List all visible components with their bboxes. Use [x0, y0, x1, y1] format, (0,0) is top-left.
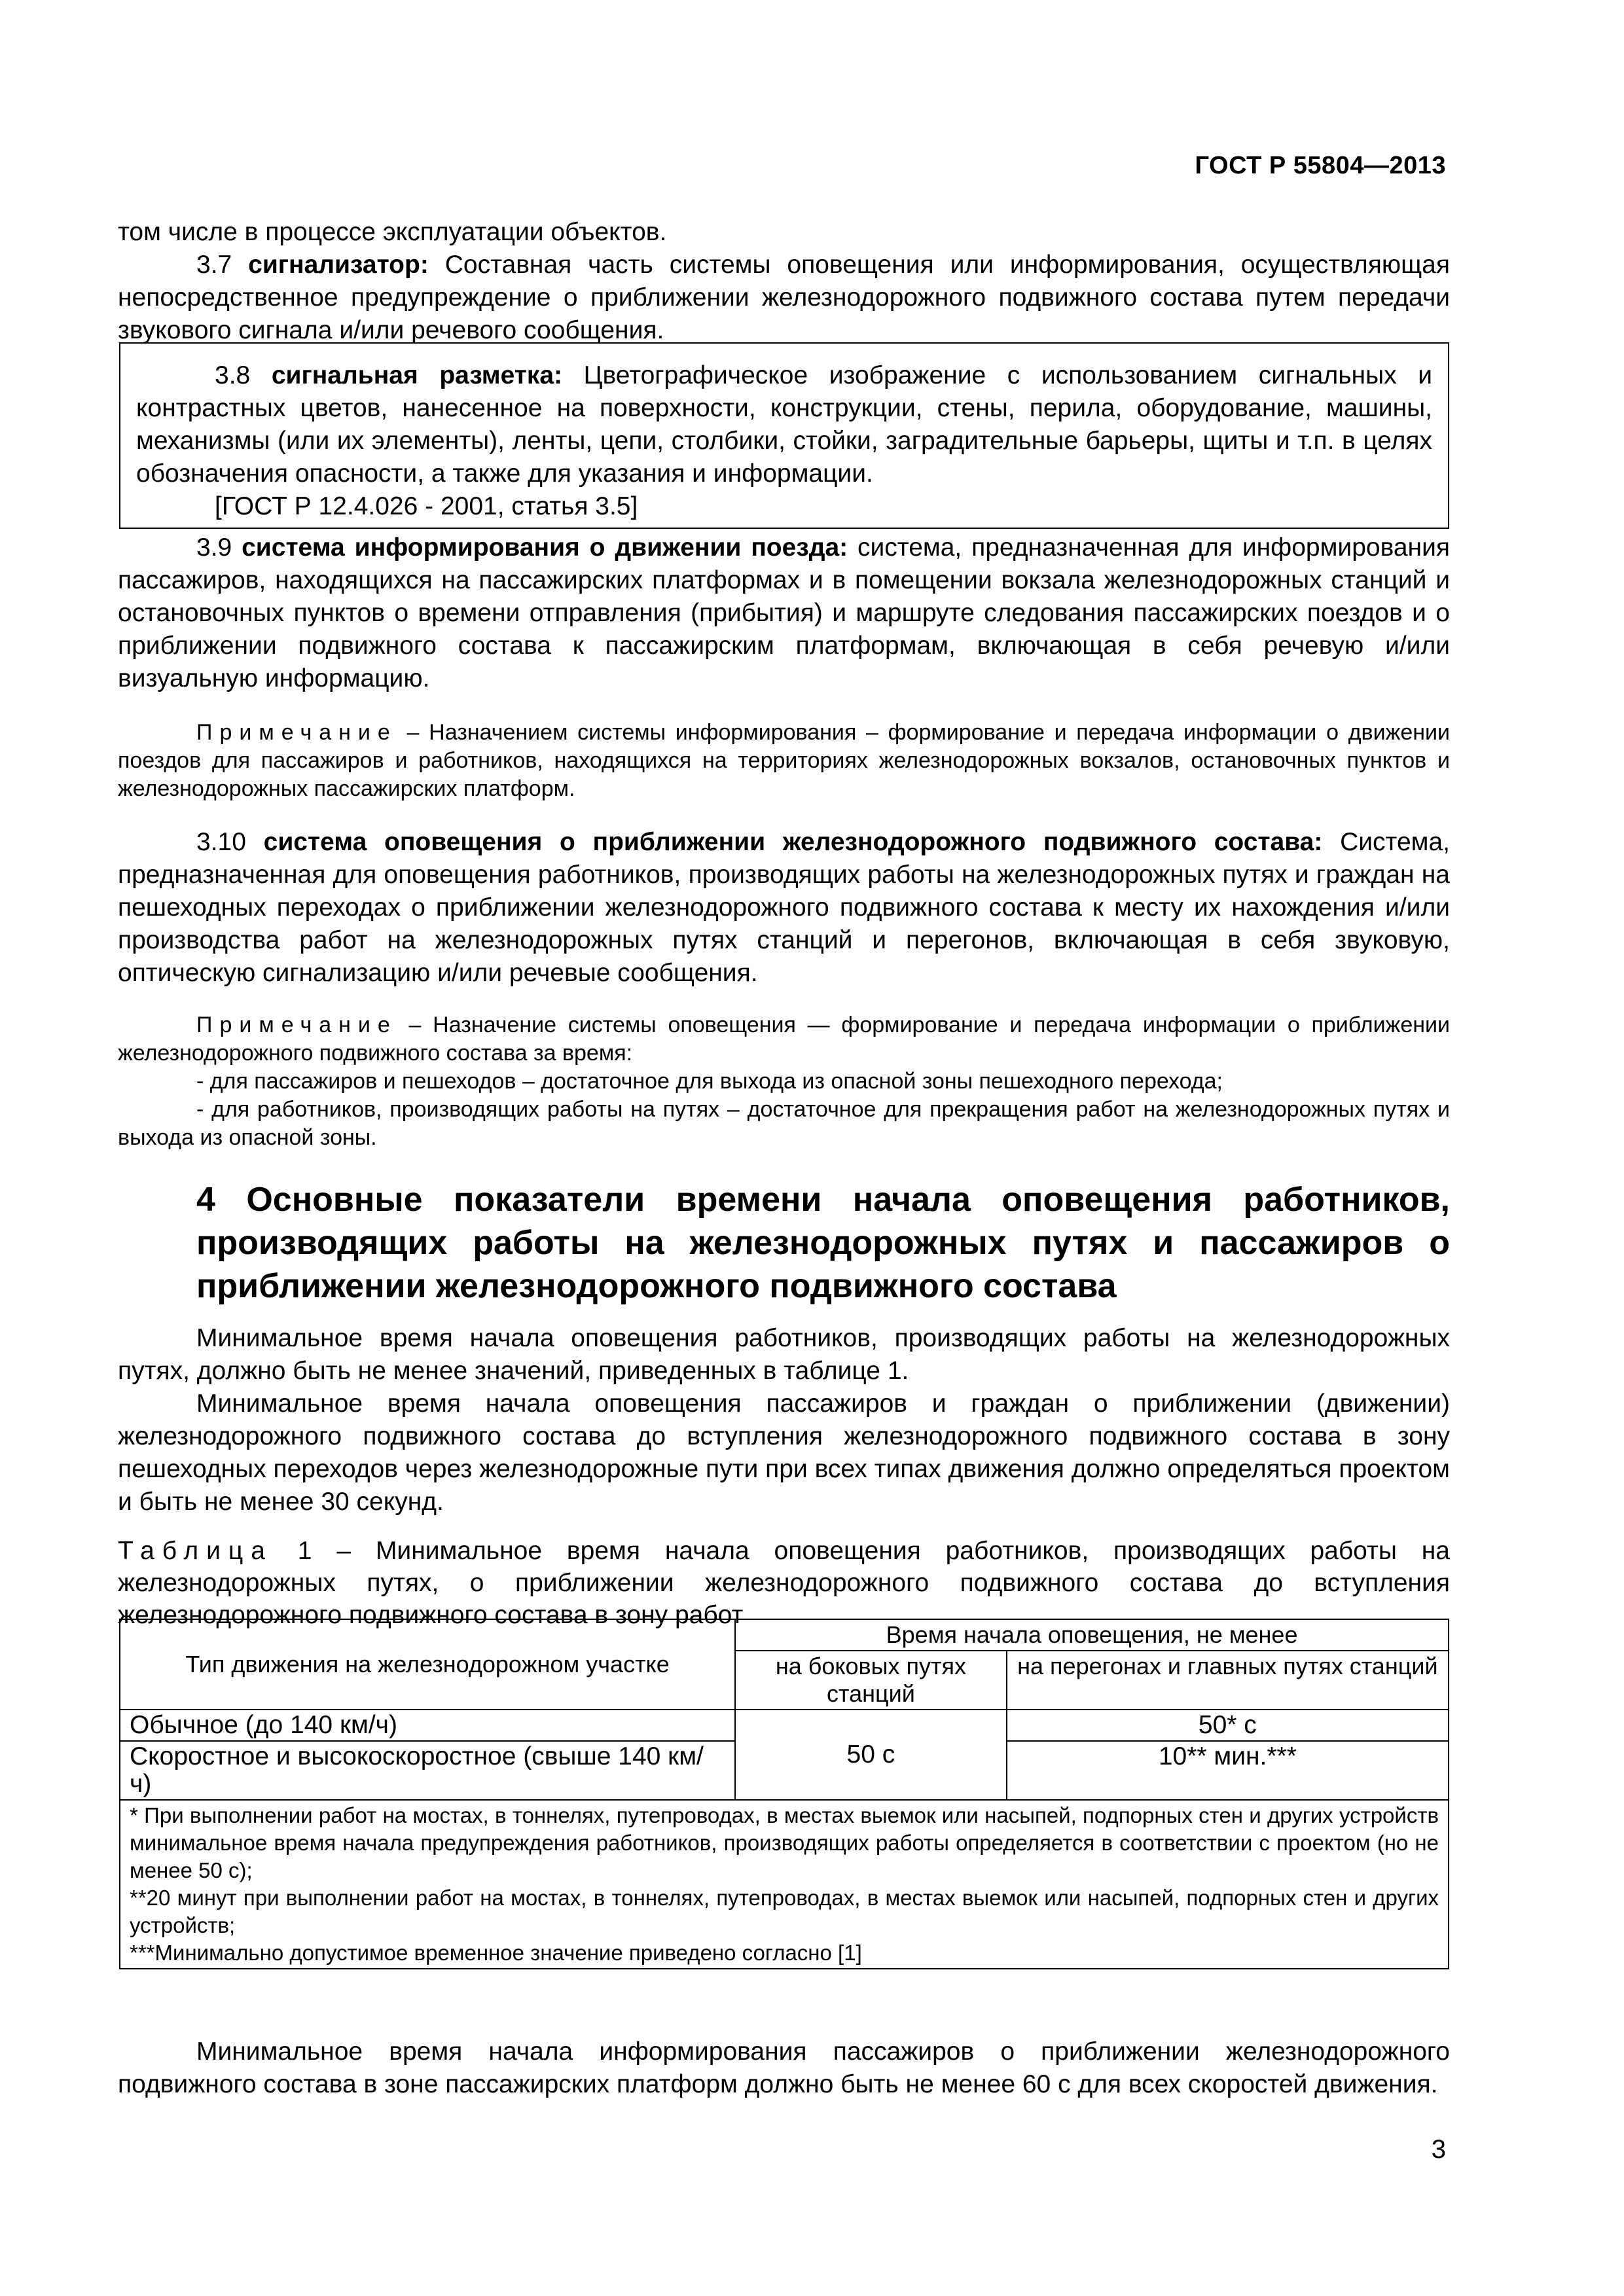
definition-3-8	[136, 359, 1432, 490]
note-label: Примечание	[196, 1013, 397, 1037]
definition-text: Система, предназначенная для оповещения работников, производящих работы на железнодорожных путях и граждан на пешеходных переходах о приближении железнодорожного подвижного состава к месту их нахождения и/или производства работ на железнодорожных путях станций и перегонов, включающая в себя звуковую, оптическую сигнализацию и/или речевые сообщения.	[118, 828, 1450, 987]
note-list-item: - для пассажиров и пешеходов – достаточное для выхода из опасной зоны пешеходного перехода;	[196, 1069, 1223, 1094]
table-label: Таблица	[118, 1537, 273, 1565]
section-4-paragraph-1: Минимальное время начала оповещения работников, производящих работы на железнодорожных путях, должно быть не менее значений, приведенных в таблице 1.	[118, 1324, 1450, 1385]
table-footnotes-row	[120, 1800, 1449, 1969]
section-4-body	[118, 1322, 1450, 1518]
column-header-group: Время начала оповещения, не менее	[735, 1619, 1449, 1651]
column-header-type: Тип движения на железнодорожном участке	[120, 1619, 735, 1710]
table-row	[120, 1710, 1449, 1741]
definition-term: система информирования о движении поезда:	[242, 533, 848, 562]
footnote: ***Минимально допустимое временное значение приведено согласно [1]	[130, 1941, 862, 1965]
section-4-final	[118, 2036, 1450, 2101]
table-footnotes	[120, 1800, 1449, 1969]
footnote: * При выполнении работ на мостах, в тоннелях, путепроводах, в местах выемок или насыпей, подпорных стен и других устройств минимальное время начала предупреждения работников, производящих работы определяется в соответствии с проектом (но не менее 50 с);	[130, 1803, 1439, 1882]
definition-3-8-box	[119, 342, 1449, 529]
definition-3-10	[118, 826, 1450, 990]
section-4-heading: 4 Основные показатели времени начала оповещения работников, производящих работы на железнодорожных путях и пассажиров о приближении железнодорожного подвижного состава	[196, 1181, 1450, 1305]
definition-3-7	[118, 249, 1450, 347]
definition-number: 3.8	[215, 361, 272, 389]
table-1	[119, 1619, 1449, 1969]
definition-reference: [ГОСТ Р 12.4.026 - 2001, статья 3.5]	[215, 492, 638, 520]
intro-paragraph: том числе в процессе эксплуатации объектов.	[118, 218, 667, 246]
table-caption-text: 1 – Минимальное время начала оповещения работников, производящих работы на железнодорожных путях, о приближении железнодорожного подвижного состава до вступления железнодорожного подвижного состава в зону работ	[118, 1537, 1450, 1629]
definition-term: система оповещения о приближении железнодорожного подвижного состава:	[263, 828, 1323, 856]
definition-text: Составная часть системы оповещения или информирования, осуществляющая непосредственное предупреждение о приближении железнодорожного подвижного состава путем передачи звукового сигнала и/или речевого сообщения.	[118, 251, 1450, 344]
note-list-item: - для работников, производящих работы на путях – достаточное для прекращения работ на железнодорожных путях и выхода из опасной зоны.	[118, 1097, 1450, 1150]
section-4-paragraph-2: Минимальное время начала оповещения пассажиров и граждан о приближении (движении) железнодорожного подвижного состава до вступления железнодорожного подвижного состава в зону пешеходных переходов через железнодорожные пути при всех типах движения должно определяться проектом и быть не менее 30 секунд.	[118, 1390, 1450, 1516]
page-number: 3	[1431, 2135, 1446, 2164]
definition-text: система, предназначенная для информирования пассажиров, находящихся на пассажирских платформах и в помещении вокзала железнодорожных станций и остановочных пунктов о времени отправления (прибытия) и маршруте следования пассажирских поездов и о приближении подвижного состава к пассажирским платформам, включающая в себя речевую и/или визуальную информацию.	[118, 533, 1450, 692]
table-header-row	[120, 1619, 1449, 1651]
note-2-block	[118, 1011, 1450, 1152]
definition-number: 3.9	[196, 533, 242, 562]
note-2	[118, 1011, 1450, 1067]
definition-text: Цветографическое изображение с использованием сигнальных и контрастных цветов, нанесенное на поверхности, конструкции, стены, перила, оборудование, машины, механизмы (или их элементы), ленты, цепи, столбики, стойки, заградительные барьеры, щиты и т.п. в целях обозначения опасности, а также для указания и информации.	[136, 361, 1432, 488]
definition-number: 3.7	[196, 251, 249, 279]
definition-3-9	[118, 531, 1450, 695]
definition-term: сигнализатор:	[248, 251, 429, 279]
note-label: Примечание	[196, 720, 397, 745]
row-type: Обычное (до 140 км/ч)	[120, 1710, 735, 1741]
section-4-paragraph-3: Минимальное время начала информирования пассажиров о приближении железнодорожного подвижного состава в зоне пассажирских платформ должно быть не менее 60 с для всех скоростей движения.	[118, 2037, 1450, 2098]
note-text: Назначением системы информирования – формирование и передача информации о движении поездов для пассажиров и работников, находящихся на территориях железнодорожных вокзалов, остановочных пунктов и железнодорожных пассажирских платформ.	[118, 720, 1451, 801]
note-dash: –	[397, 1013, 433, 1037]
note-1	[118, 719, 1450, 803]
main-tracks-value: 50* с	[1007, 1710, 1449, 1741]
note-dash: –	[397, 720, 429, 745]
section-3-10-block	[118, 826, 1450, 990]
definition-number: 3.10	[196, 828, 264, 856]
note-1-block	[118, 719, 1450, 803]
definition-term: сигнальная разметка:	[271, 361, 563, 389]
table-1-caption	[118, 1535, 1450, 1631]
document-code: ГОСТ Р 55804—2013	[1195, 152, 1446, 179]
column-header-side-tracks: на боковых путях станций	[735, 1651, 1007, 1710]
main-tracks-value: 10** мин.***	[1007, 1741, 1449, 1800]
row-type: Скоростное и высокоскоростное (свыше 140 км/ч)	[120, 1741, 735, 1800]
side-tracks-value: 50 с	[735, 1710, 1007, 1800]
section-3-9-block	[118, 531, 1450, 695]
footnote: **20 минут при выполнении работ на мостах, в тоннелях, путепроводах, в местах выемок или насыпей, подпорных стен и других устройств;	[130, 1886, 1439, 1937]
column-header-main-tracks: на перегонах и главных путях станций	[1007, 1651, 1449, 1710]
section-3-7-block	[118, 216, 1450, 347]
note-text: Назначение системы оповещения — формирование и передача информации о приближении железнодорожного подвижного состава за время:	[118, 1013, 1450, 1066]
